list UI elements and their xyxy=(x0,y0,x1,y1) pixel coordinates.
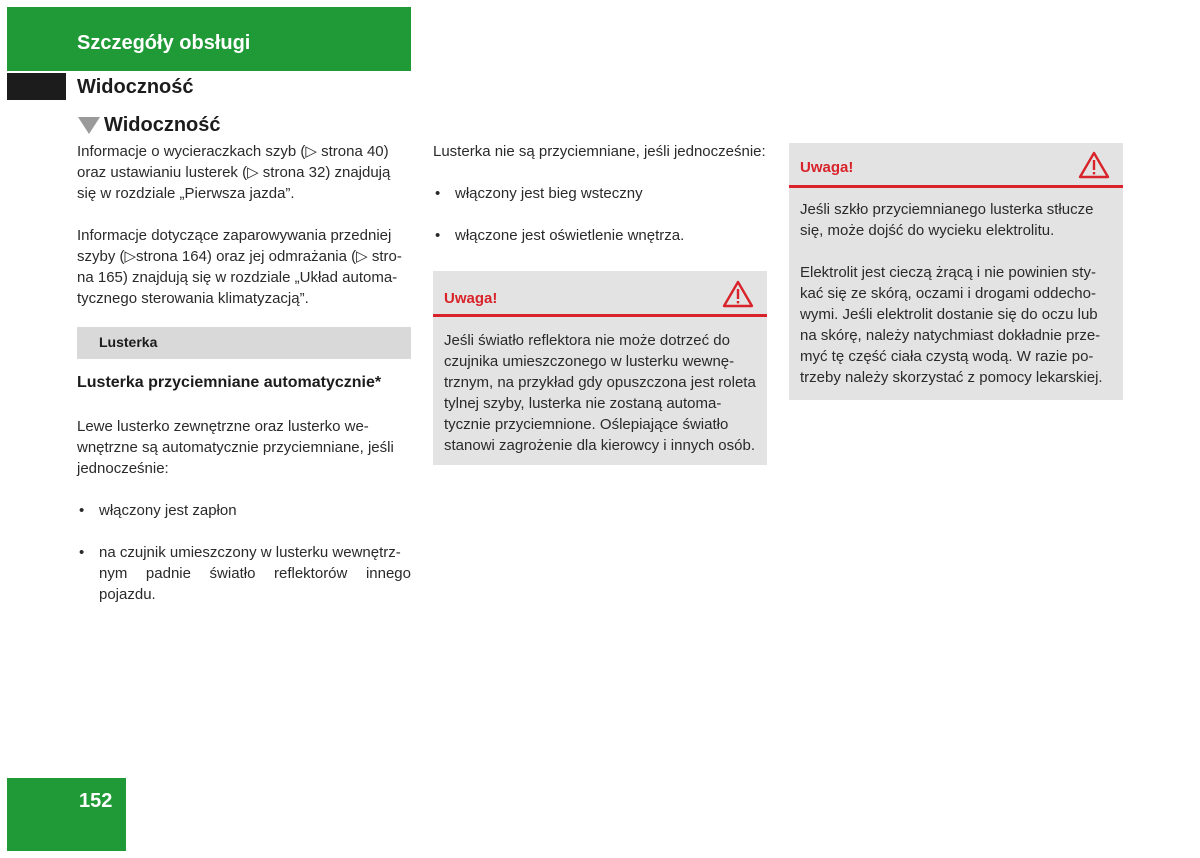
paragraph-wipers-mirrors xyxy=(77,141,411,204)
text-line: nym padnie światło reflektorów innego pojazdu. xyxy=(99,565,411,603)
text-line: wnętrzne są automatycznie przyciemniane, jeśli xyxy=(77,439,394,456)
text-line: Jeśli szkło przyciemnianego lusterka stłucze xyxy=(800,201,1094,218)
warning-text xyxy=(444,330,764,456)
list-item xyxy=(433,225,767,246)
text-line: stanowi zagrożenie dla kierowcy i innych osób. xyxy=(444,437,755,454)
warning-box xyxy=(433,271,767,465)
bullet-icon: • xyxy=(79,502,85,519)
paragraph-auto-dimming xyxy=(77,416,411,479)
list-item xyxy=(77,500,411,521)
bullet-icon: • xyxy=(435,227,441,244)
text-line: się, może dojść do wycieku elektrolitu. xyxy=(800,222,1055,239)
text-line: się w rozdziale „Pierwsza jazda”. xyxy=(77,185,295,202)
text-line: szyby (▷strona 164) oraz jej odmrażania (▷ stro- xyxy=(77,248,402,265)
text-line: na skórę, należy natychmiast dokładnie prze- xyxy=(800,327,1101,344)
warning-box xyxy=(789,143,1123,400)
warning-title: Uwaga! xyxy=(444,290,498,307)
warning-triangle-icon xyxy=(1078,151,1110,179)
text-line: Jeśli światło reflektora nie może dotrzeć do xyxy=(444,332,730,349)
subheading-auto-dimming: Lusterka przyciemniane automatycznie* xyxy=(77,374,382,391)
text-line: trzeby należy skorzystać z pomocy lekarskiej. xyxy=(800,369,1103,386)
text-line: jednocześnie: xyxy=(77,460,169,477)
paragraph-defogging xyxy=(77,225,411,309)
bullet-icon: • xyxy=(435,185,441,202)
paragraph-not-dimmed: Lusterka nie są przyciemniane, jeśli jednocześnie: xyxy=(433,143,766,160)
text-line: tycznego sterowania klimatyzacją”. xyxy=(77,290,309,307)
list-item xyxy=(77,542,411,605)
warning-rule xyxy=(789,185,1123,188)
list-item-text: włączony jest zapłon xyxy=(99,502,237,519)
warning-triangle-icon xyxy=(722,280,754,308)
page-number: 152 xyxy=(79,790,113,812)
list-item-text: włączone jest oświetlenie wnętrza. xyxy=(455,227,685,244)
warning-rule xyxy=(433,314,767,317)
text-line: wymi. Jeśli elektrolit dostanie się do oczu lub xyxy=(800,306,1098,323)
text-line: tylnej szyby, lusterka nie zostaną automa- xyxy=(444,395,722,412)
section-bar-label: Lusterka xyxy=(99,334,158,350)
text-line: oraz ustawianiu lusterek (▷ strona 32) znajdują xyxy=(77,164,391,181)
page-number-band xyxy=(7,778,126,851)
text-line: myć tę część ciała czystą wodą. W razie po- xyxy=(800,348,1094,365)
text-line: Lewe lusterko zewnętrzne oraz lusterko we- xyxy=(77,418,369,435)
warning-title: Uwaga! xyxy=(800,159,854,176)
heading-row xyxy=(78,114,221,137)
text-line: Informacje dotyczące zaparowywania przedniej xyxy=(77,227,392,244)
list-item-text: włączony jest bieg wsteczny xyxy=(455,185,643,202)
text-line: Informacje o wycieraczkach szyb (▷ strona 40) xyxy=(77,143,389,160)
bullet-icon: • xyxy=(79,544,85,561)
subsection-marker xyxy=(7,73,66,100)
list-item xyxy=(433,183,767,204)
section-title: Szczegóły obsługi xyxy=(77,32,251,54)
subsection-title: Widoczność xyxy=(77,76,194,98)
text-line: na czujnik umieszczony w lusterku wewnętrz- xyxy=(99,544,401,561)
text-line: kać się ze skórą, oczami i drogami oddecho- xyxy=(800,285,1096,302)
text-line: Elektrolit jest cieczą żrącą i nie powinien sty- xyxy=(800,264,1096,281)
warning-text xyxy=(800,199,1120,241)
triangle-down-icon xyxy=(78,117,100,134)
warning-text xyxy=(800,262,1120,388)
list-item-text xyxy=(99,542,411,605)
text-line: czujnika umieszczonego w lusterku wewnę- xyxy=(444,353,735,370)
heading-title: Widoczność xyxy=(104,114,221,136)
text-line: trznym, na przykład gdy opuszczona jest roleta xyxy=(444,374,756,391)
text-line: na 165) znajdują się w rozdziale „Układ automa- xyxy=(77,269,398,286)
text-line: tycznie przyciemnione. Oślepiające światło xyxy=(444,416,729,433)
